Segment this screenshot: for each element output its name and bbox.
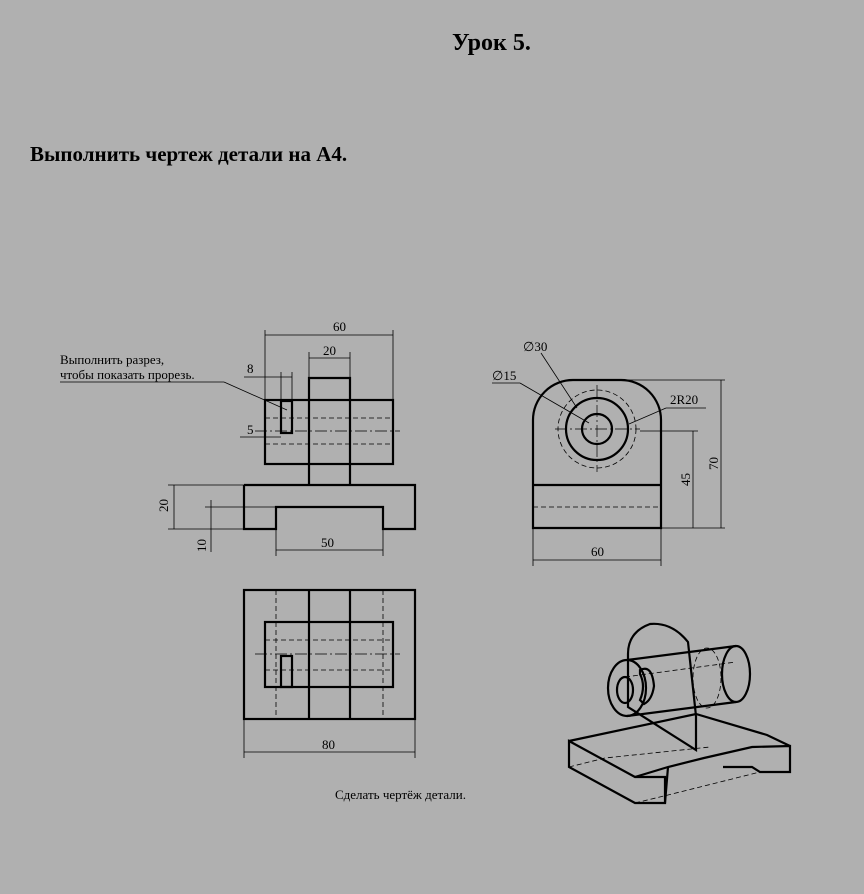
top-outline (244, 590, 415, 719)
iso-base-front-right (635, 746, 790, 777)
iso-base-top-back (569, 714, 790, 746)
iso-cylinder-hole (617, 677, 633, 703)
iso-upright-front (628, 654, 696, 750)
front-slot (281, 401, 292, 433)
iso-cylinder-back (722, 646, 750, 702)
iso-base-edge (665, 767, 668, 803)
task-text: Выполнить чертеж детали на А4. (30, 142, 348, 166)
dim-side-hole-outer: ∅30 (523, 339, 548, 354)
dim-side-width: 60 (591, 544, 604, 559)
dim-side-radius: 2R20 (670, 392, 699, 407)
top-slot (281, 656, 292, 687)
dim-front-boss: 20 (323, 343, 336, 358)
dim-side-total-height: 70 (706, 457, 721, 470)
top-view (244, 590, 415, 758)
side-view (492, 339, 725, 566)
dim-side-axis-height: 45 (678, 473, 693, 486)
page-title: Урок 5. (452, 30, 531, 56)
note-line-2: чтобы показать прорезь. (60, 367, 195, 382)
dim-front-base-cut: 50 (321, 535, 334, 550)
note-line-1: Выполнить разрез, (60, 352, 165, 367)
dim-front-width: 60 (333, 319, 346, 334)
dim-front-base-height: 20 (156, 499, 171, 512)
note-leader (224, 382, 287, 410)
caption: Сделать чертёж детали. (335, 787, 466, 802)
dim-front-slot-height: 5 (247, 422, 254, 437)
dim-front-base-step: 10 (194, 539, 209, 552)
front-view (60, 319, 415, 556)
dim-top-width: 80 (322, 737, 335, 752)
iso-base-hidden (569, 747, 710, 767)
iso-upright-top (628, 624, 696, 716)
isometric-view (569, 624, 790, 803)
iso-cylinder-top-edge (627, 646, 736, 660)
dim-side-hole-inner: ∅15 (492, 368, 517, 383)
front-upright-outline (309, 378, 350, 485)
dim-front-slot-width: 8 (247, 361, 254, 376)
iso-hidden-circle (693, 648, 721, 708)
top-boss-outline (265, 622, 393, 687)
